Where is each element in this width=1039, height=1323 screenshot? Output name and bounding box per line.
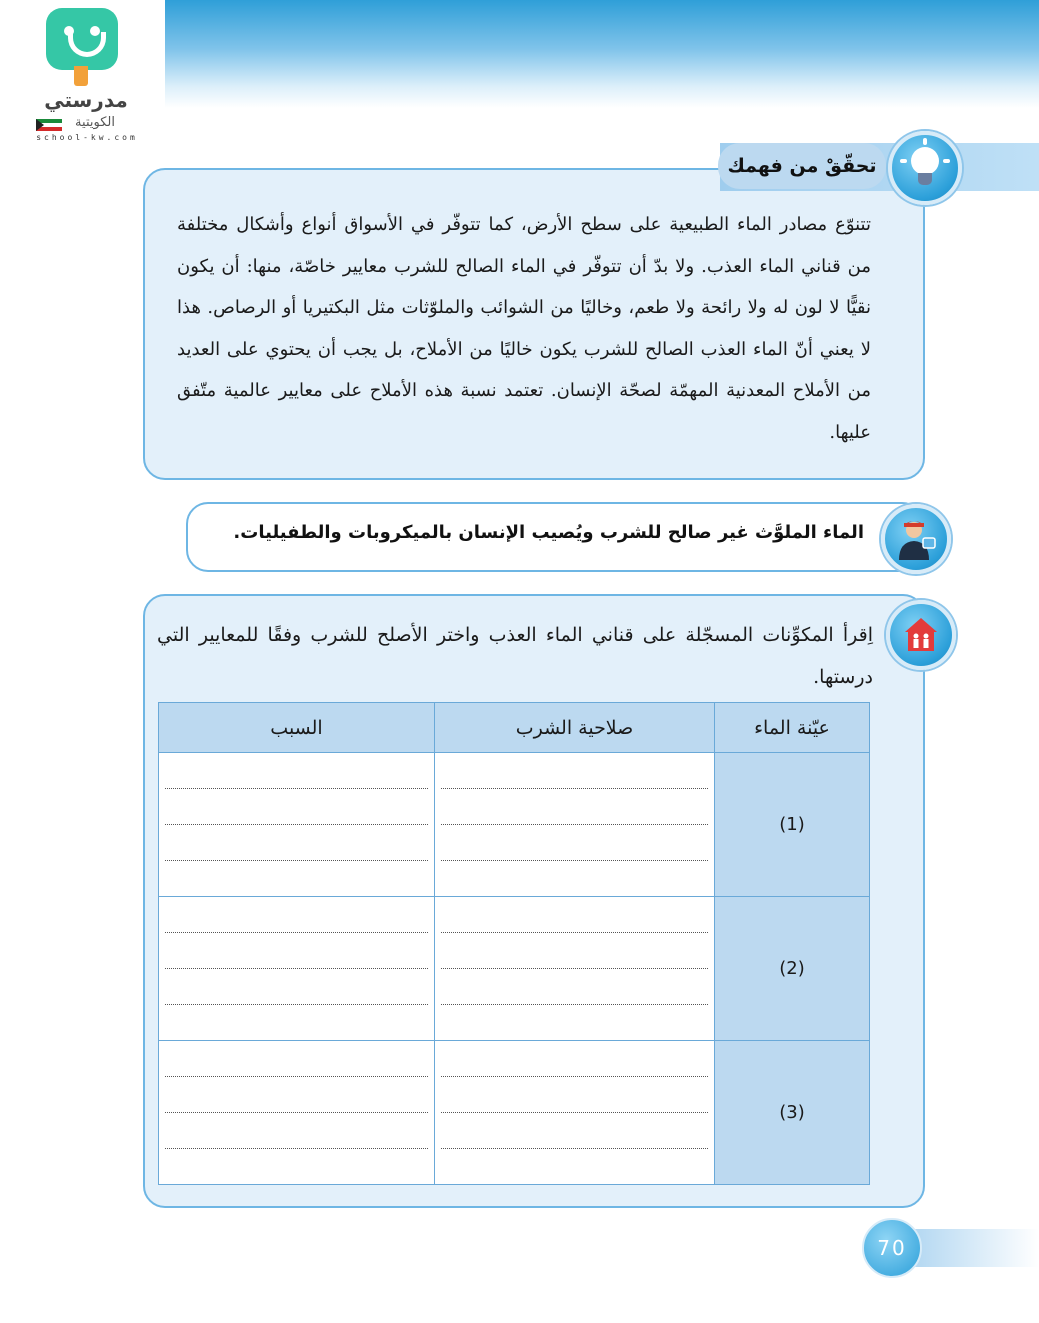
understanding-title: تحقّقْ من فهمك bbox=[718, 143, 886, 189]
understanding-paragraph: تتنوّع مصادر الماء الطبيعية على سطح الأرض، كما تتوفّر في الأسواق أنواع وأشكال مختلفة من قناني الماء العذب. ولا بدّ أن تتوفّر في الماء الصالح للشرب معايير خاصّة، منها: أن يكون نقيًّا لا لون له ولا رائحة ولا طعم، وخاليًا من الشوائب والملوّثات مثل البكتيريا أو الرصاص. هذا لا يعني أنّ الماء العذب الصالح للشرب يكون خاليًا من الأملاح، بل يجب أن يحتوي على العديد من الأملاح المعدنية المهمّة لصحّة الإنسان. تعتمد نسبة هذه الأملاح على معايير عالمية متّفق عليها. bbox=[177, 214, 872, 443]
scientist-icon bbox=[881, 504, 951, 574]
kuwait-flag-icon bbox=[36, 119, 62, 131]
reason-answer[interactable] bbox=[159, 753, 435, 897]
logo-subtitle: الكويتية bbox=[75, 115, 115, 130]
table-header-row bbox=[159, 703, 870, 753]
understanding-card bbox=[143, 168, 925, 480]
sample-cell: (3) bbox=[715, 1041, 870, 1185]
lightbulb-icon bbox=[888, 131, 962, 205]
table-row bbox=[159, 1041, 870, 1185]
table-row bbox=[159, 897, 870, 1041]
logo-url: school-kw.com bbox=[36, 133, 138, 142]
drinkability-answer[interactable] bbox=[435, 897, 715, 1041]
logo-sign-icon bbox=[46, 8, 118, 70]
warning-box bbox=[186, 502, 924, 572]
header-drinkability: صلاحية الشرب bbox=[435, 703, 715, 753]
top-banner bbox=[165, 0, 1039, 108]
table-row bbox=[159, 753, 870, 897]
header-water-sample: عيّنة الماء bbox=[715, 703, 870, 753]
logo-post-icon bbox=[74, 66, 88, 86]
water-samples-table bbox=[158, 702, 870, 1185]
logo-name: مدرستي bbox=[44, 88, 128, 112]
home-activity-icon bbox=[886, 600, 956, 670]
reason-answer[interactable] bbox=[159, 897, 435, 1041]
activity-instruction: اِقرأ المكوِّنات المسجّلة على قناني الماء العذب واختر الأصلح للشرب وفقًا للمعايير التي درستها. bbox=[157, 624, 873, 688]
drinkability-answer[interactable] bbox=[435, 753, 715, 897]
warning-text: الماء الملوَّث غير صالح للشرب ويُصيب الإنسان بالميكروبات والطفيليات. bbox=[233, 522, 864, 543]
sample-cell: (1) bbox=[715, 753, 870, 897]
header-reason: السبب bbox=[159, 703, 435, 753]
page-number: 70 bbox=[862, 1218, 922, 1278]
logo-smile-icon bbox=[68, 32, 106, 57]
drinkability-answer[interactable] bbox=[435, 1041, 715, 1185]
sample-cell: (2) bbox=[715, 897, 870, 1041]
reason-answer[interactable] bbox=[159, 1041, 435, 1185]
site-logo[interactable] bbox=[12, 8, 152, 143]
